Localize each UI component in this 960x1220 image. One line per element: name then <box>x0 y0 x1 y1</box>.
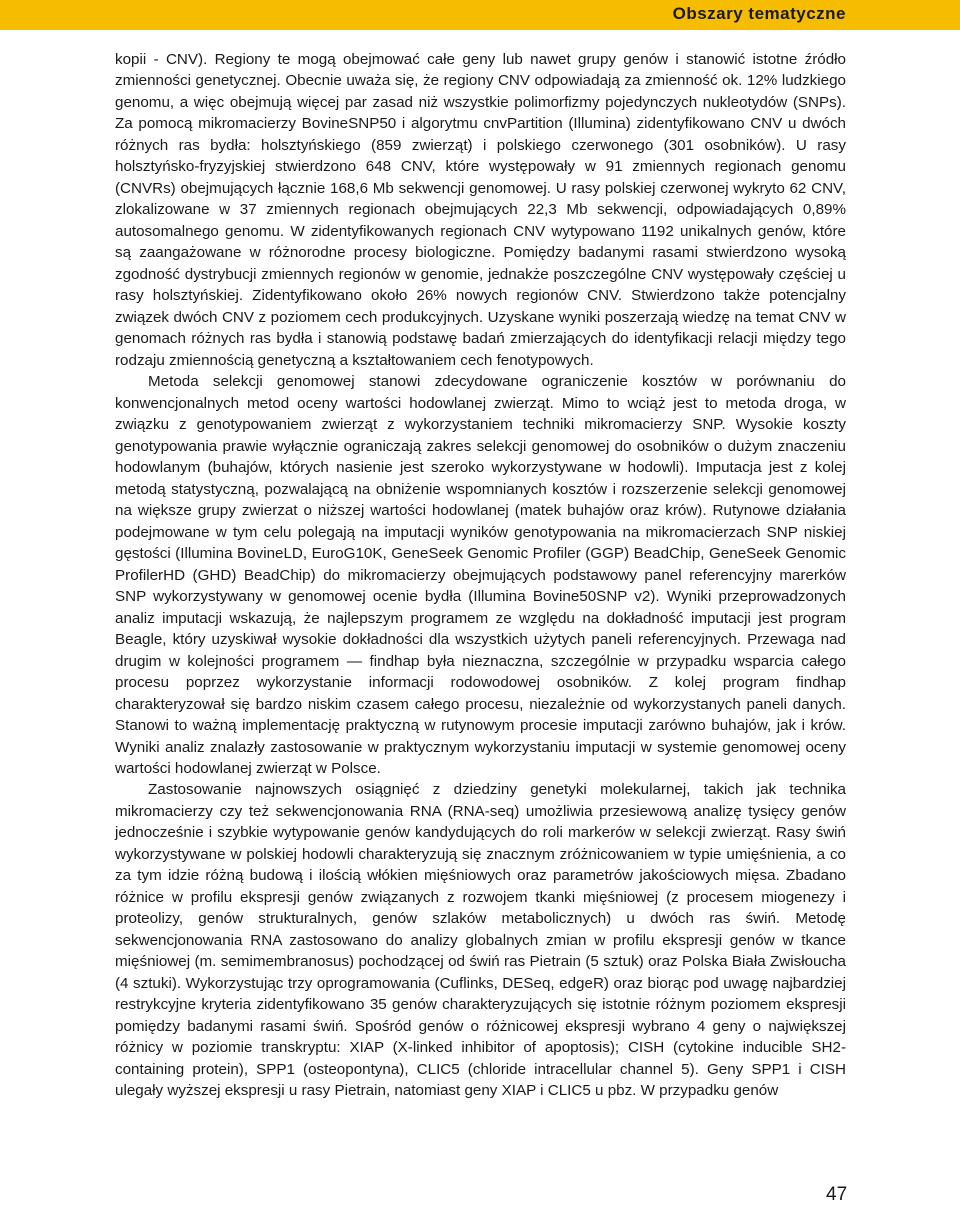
document-body <box>115 49 846 1102</box>
section-title: Obszary tematyczne <box>672 4 846 23</box>
paragraph-rna-seq: Zastosowanie najnowszych osiągnięć z dziedziny genetyki molekularnej, takich jak technika mikromacierzy czy też sekwencjonowania RNA (RNA-seq) umożliwia przesiewową analizę tysięcy genów jednocześnie i szybkie wytypowanie genów kandydujących do roli markerów w selekcji zwierząt. Rasy świń wykorzystywane w polskiej hodowli charakteryzują się znacznym zróżnicowaniem w typie umięśnienia, a co za tym idzie różną budową i ilością włókien mięśniowych oraz parametrów jakościowych mięsa. Zbadano różnice w profilu ekspresji genów związanych z rozwojem tkanki mięśniowej (z procesem miogenezy i proteolizy, genów strukturalnych, genów szlaków metabolicznych) u dwóch ras świń. Metodę sekwencjonowania RNA zastosowano do analizy globalnych zmian w profilu ekspresji genów w tkance mięśniowej (m. semimembranosus) pochodzącej od świń ras Pietrain (5 sztuk) oraz Polska Biała Zwisłoucha (4 sztuki). Wykorzystując trzy oprogramowania (Cuflinks, DESeq, edgeR) oraz biorąc pod uwagę najbardziej restrykcyjne kryteria zidentyfikowano 35 genów charakteryzujących się istotnie różnym poziomem ekspresji pomiędzy badanymi rasami świń. Spośród genów o różnicowej ekspresji wybrano 4 geny o największej różnicy w poziomie transkryptu: XIAP (X-linked inhibitor of apoptosis); CISH (cytokine inducible SH2-containing protein), SPP1 (osteopontyna), CLIC5 (chloride intracellular channel 5). Geny SPP1 i CISH ulegały wyższej ekspresji u rasy Pietrain, natomiast geny XIAP i CLIC5 u pbz. W przypadku genów <box>115 781 846 1100</box>
page-number: 47 <box>826 1184 848 1205</box>
paragraph-imputation: Metoda selekcji genomowej stanowi zdecydowane ograniczenie kosztów w porównaniu do konwencjonalnych metod oceny wartości hodowlanej zwierząt. Mimo to wciąż jest to metoda droga, w związku z genotypowaniem zwierząt z wykorzystaniem techniki mikromacierzy SNP. Wysokie koszty genotypowania prawie wyłącznie ograniczają zakres selekcji genomowej do osobników o dużym znaczeniu hodowlanym (buhajów, których nasienie jest szeroko wykorzystywane w hodowli). Imputacja jest z kolej metodą statystyczną, pozwalającą na obniżenie wspomnianych kosztów i rozszerzenie selekcji genomowej na większe grupy zwierzat o niższej wartości hodowlanej (matek buhajów oraz krów). Rutynowe działania podejmowane w tym celu polegają na imputacji wyników genotypowania na mikromacierzach SNP niskiej gęstości (Illumina BovineLD, EuroG10K, GeneSeek Genomic Profiler (GGP) BeadChip, GeneSeek Genomic ProfilerHD (GHD) BeadChip) do mikromacierzy obejmujących podstawowy panel referencyjny marerków SNP wykorzystywany w genomowej ocenie bydła (Illumina Bovine50SNP v2). Wyniki przeprowadzonych analiz imputacji wskazują, że najlepszym programem ze względu na dokładność imputacji jest program Beagle, który uzyskiwał wysokie dokładności dla wszystkich użytych paneli referencyjnych. Przewaga nad drugim w kolejności programem — findhap była nieznaczna, szczególnie w przypadku wsparcia całego procesu poprzez wykorzystanie informacji rodowodowej osobników. Z kolej program findhap charakteryzował się bardzo niskim czasem całego procesu, niezależnie od wykorzystanych paneli danych. Stanowi to ważną implementację praktyczną w rutynowym procesie imputacji zarówno buhajów, jak i krów. Wyniki analiz znalazły zastosowanie w praktycznym wykorzystaniu imputacji w systemie genomowej oceny wartości hodowlanej zwierząt w Polsce. <box>115 373 846 777</box>
paragraph-cnv: kopii - CNV). Regiony te mogą obejmować całe geny lub nawet grupy genów i stanowić istotne źródło zmienności genetycznej. Obecnie uważa się, że regiony CNV odpowiadają za zmienność ok. 12% ludzkiego genomu, a więc obejmują więcej par zasad niż wszystkie polimorfizmy pojedynczych nukleotydów (SNPs). Za pomocą mikromacierzy BovineSNP50 i algorytmu cnvPartition (Illumina) zidentyfikowano CNV u dwóch różnych ras bydła: holsztyńskiego (859 zwierząt) i polskiego czerwonego (301 osobników). U rasy holsztyńsko-fryzyjskiej stwierdzono 648 CNV, które występowały w 91 zmiennych regionach genomu (CNVRs) obejmujących łącznie 168,6 Mb sekwencji genomowej. U rasy polskiej czerwonej wykryto 62 CNV, zlokalizowane w 37 zmiennych regionach obejmujących 22,3 Mb sekwencji, odpowiadających 0,89% autosomalnego genomu. W zidentyfikowanych regionach CNV wytypowano 1192 unikalnych genów, które są zaangażowane w różnorodne procesy biologiczne. Pomiędzy badanymi rasami stwierdzono wysoką zgodność dystrybucji zmiennych regionów w genomie, jednakże poszczególne CNV występowały częściej u rasy holsztyńskiej. Zidentyfikowano około 26% nowych regionów CNV. Stwierdzono także potencjalny związek dwóch CNV z poziomem cech produkcyjnych. Uzyskane wyniki poszerzają wiedzę na temat CNV w genomach różnych ras bydła i stanowią podstawę badań zmierzających do identyfikacji relacji między tego rodzaju zmiennością genetyczną a kształtowaniem cech fenotypowych. <box>115 51 846 369</box>
header-bar <box>0 0 960 30</box>
